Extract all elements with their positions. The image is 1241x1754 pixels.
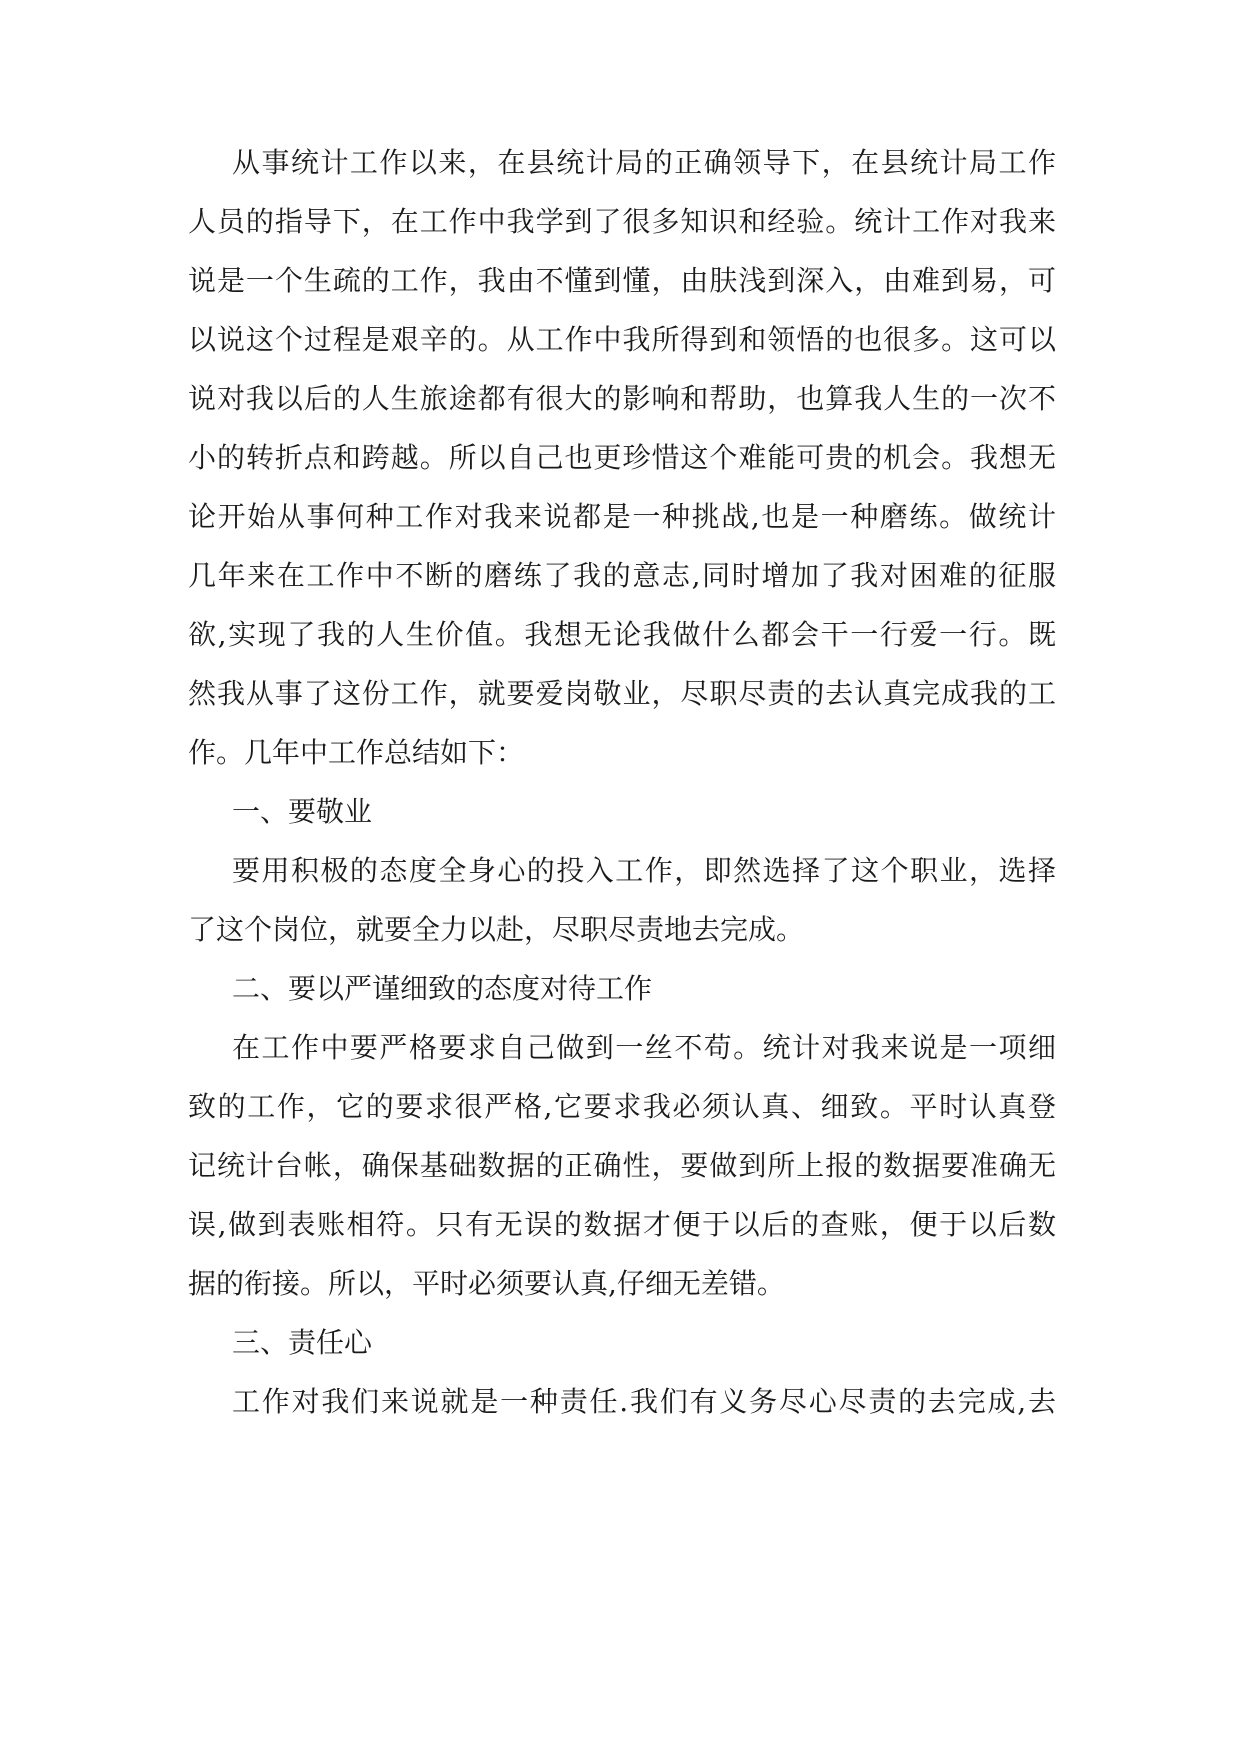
paragraph-1-line-3: 说是一个生疏的工作，我由不懂到懂，由肤浅到深入，由难到易，可	[188, 264, 1056, 297]
paragraph-1-line-6: 小的转折点和跨越。所以自己也更珍惜这个难能可贵的机会。我想无	[188, 441, 1056, 474]
paragraph-3-line-4: 误,做到表账相符。只有无误的数据才便于以后的查账，便于以后数	[188, 1208, 1056, 1241]
paragraph-1-line-7: 论开始从事何种工作对我来说都是一种挑战,也是一种磨练。做统计	[188, 500, 1056, 533]
paragraph-1-line-10: 然我从事了这份工作，就要爱岗敬业，尽职尽责的去认真完成我的工	[188, 677, 1056, 710]
paragraph-2-line-2: 了这个岗位，就要全力以赴，尽职尽责地去完成。	[188, 913, 805, 946]
paragraph-2-line-1: 要用积极的态度全身心的投入工作，即然选择了这个职业，选择	[232, 854, 1056, 887]
paragraph-3-line-2: 致的工作，它的要求很严格,它要求我必须认真、细致。平时认真登	[188, 1090, 1056, 1123]
section-heading-2: 二、要以严谨细致的态度对待工作	[232, 972, 653, 1005]
paragraph-1-line-4: 以说这个过程是艰辛的。从工作中我所得到和领悟的也很多。这可以	[188, 323, 1056, 356]
paragraph-1-line-2: 人员的指导下，在工作中我学到了很多知识和经验。统计工作对我来	[188, 205, 1056, 238]
section-heading-3: 三、责任心	[232, 1326, 373, 1359]
paragraph-3-line-3: 记统计台帐，确保基础数据的正确性，要做到所上报的数据要准确无	[188, 1149, 1056, 1182]
paragraph-1-line-11: 作。几年中工作总结如下：	[188, 736, 525, 769]
paragraph-1-line-5: 说对我以后的人生旅途都有很大的影响和帮助，也算我人生的一次不	[188, 382, 1056, 415]
paragraph-4-line-1: 工作对我们来说就是一种责任.我们有义务尽心尽责的去完成,去	[232, 1385, 1056, 1418]
paragraph-3-line-1: 在工作中要严格要求自己做到一丝不苟。统计对我来说是一项细	[232, 1031, 1056, 1064]
paragraph-1-line-8: 几年来在工作中不断的磨练了我的意志,同时增加了我对困难的征服	[188, 559, 1056, 592]
paragraph-3-line-5: 据的衔接。所以，平时必须要认真,仔细无差错。	[188, 1267, 785, 1300]
paragraph-1-line-9: 欲,实现了我的人生价值。我想无论我做什么都会干一行爱一行。既	[188, 618, 1056, 651]
section-heading-1: 一、要敬业	[232, 795, 373, 828]
paragraph-1-line-1: 从事统计工作以来，在县统计局的正确领导下，在县统计局工作	[232, 146, 1056, 179]
